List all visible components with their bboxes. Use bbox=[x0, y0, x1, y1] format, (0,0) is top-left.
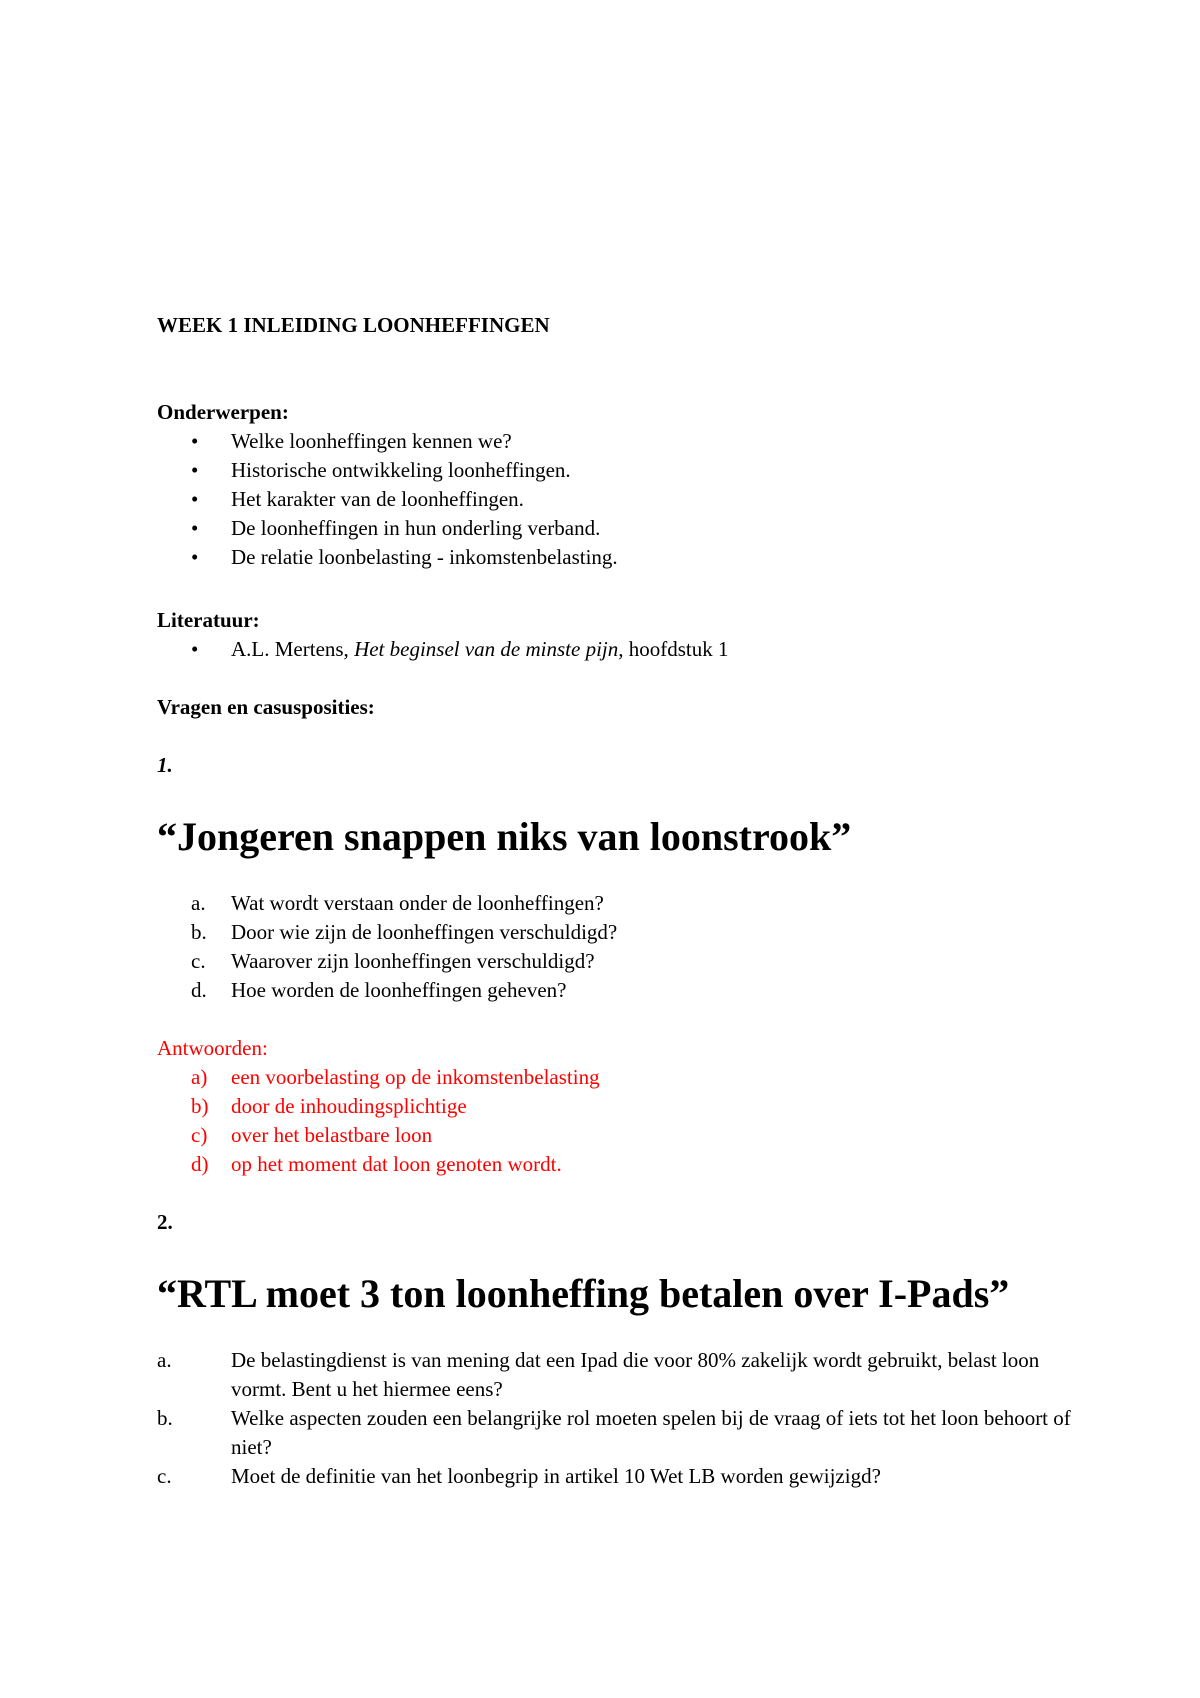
list-item: • Het karakter van de loonheffingen. bbox=[157, 485, 618, 514]
list-item: b) door de inhoudingsplichtige bbox=[191, 1094, 467, 1118]
bullet-icon: • bbox=[191, 516, 199, 540]
case-1-questions bbox=[157, 889, 617, 1005]
bullet-icon: • bbox=[191, 429, 199, 453]
list-item: • Historische ontwikkeling loonheffingen. bbox=[157, 456, 618, 485]
page-title: WEEK 1 INLEIDING LOONHEFFINGEN bbox=[157, 313, 550, 337]
bullet-icon: • bbox=[191, 637, 199, 661]
list-item: • Welke loonheffingen kennen we? bbox=[157, 427, 618, 456]
list-item: a) een voorbelasting op de inkomstenbelasting bbox=[191, 1065, 600, 1089]
bullet-icon: • bbox=[191, 545, 199, 569]
list-item: d. Hoe worden de loonheffingen geheven? bbox=[191, 978, 567, 1002]
list-item: b. Welke aspecten zouden een belangrijke rol moeten spelen bij de vraag of iets tot het loon behoort of niet? bbox=[157, 1406, 1071, 1459]
literatuur-label: Literatuur: bbox=[157, 608, 260, 632]
list-item: d) op het moment dat loon genoten wordt. bbox=[191, 1152, 562, 1176]
bullet-icon: • bbox=[191, 487, 199, 511]
onderwerpen-label: Onderwerpen: bbox=[157, 400, 289, 424]
onderwerpen-list bbox=[157, 427, 618, 572]
case-2-questions bbox=[157, 1346, 1091, 1491]
case-1-headline: “Jongeren snappen niks van loonstrook” bbox=[157, 814, 852, 859]
vragen-label: Vragen en casusposities: bbox=[157, 695, 375, 719]
list-item: • De loonheffingen in hun onderling verband. bbox=[157, 514, 618, 543]
list-item: b. Door wie zijn de loonheffingen verschuldigd? bbox=[191, 920, 618, 944]
case-1-number: 1. bbox=[157, 753, 173, 777]
list-item: a. De belastingdienst is van mening dat een Ipad die voor 80% zakelijk wordt gebruikt, belast loon vormt. Bent u het hiermee eens? bbox=[157, 1348, 1040, 1401]
case-2-number: 2. bbox=[157, 1210, 173, 1234]
case-1-answers bbox=[157, 1063, 600, 1179]
bullet-icon: • bbox=[191, 458, 199, 482]
list-item: c. Moet de definitie van het loonbegrip in artikel 10 Wet LB worden gewijzigd? bbox=[157, 1464, 881, 1488]
list-item: a. Wat wordt verstaan onder de loonheffingen? bbox=[191, 891, 604, 915]
answers-label: Antwoorden: bbox=[157, 1036, 268, 1060]
list-item: • A.L. Mertens, Het beginsel van de minste pijn, hoofdstuk 1 bbox=[157, 635, 729, 664]
case-2-headline: “RTL moet 3 ton loonheffing betalen over I-Pads” bbox=[157, 1271, 1010, 1316]
list-item: c. Waarover zijn loonheffingen verschuldigd? bbox=[191, 949, 595, 973]
list-item: • De relatie loonbelasting - inkomstenbelasting. bbox=[157, 543, 618, 572]
literatuur-list bbox=[157, 635, 729, 664]
list-item: c) over het belastbare loon bbox=[191, 1123, 433, 1147]
book-title: Het beginsel van de minste pijn, bbox=[354, 637, 624, 661]
